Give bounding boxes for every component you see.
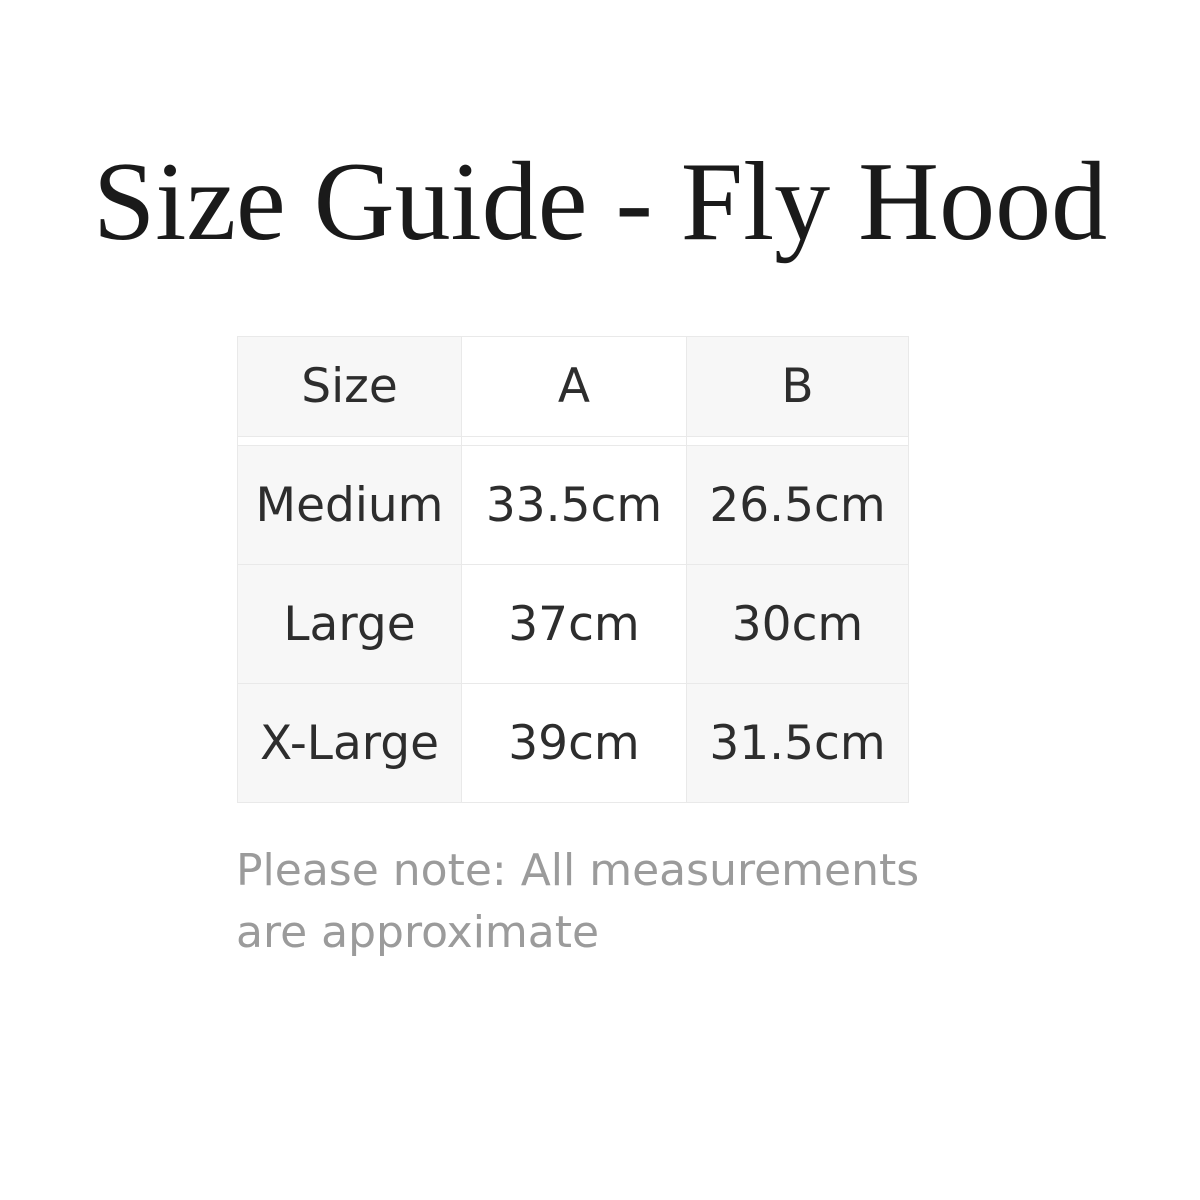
cell-b: 30cm xyxy=(687,565,909,684)
cell-b: 31.5cm xyxy=(687,684,909,803)
cell-a: 39cm xyxy=(462,684,687,803)
table-row-x-large xyxy=(238,684,909,803)
cell-b: 26.5cm xyxy=(687,446,909,565)
column-header-a: A xyxy=(462,337,687,437)
page-title: Size Guide - Fly Hood xyxy=(92,140,1108,264)
header-row xyxy=(238,337,909,437)
cell-a: 33.5cm xyxy=(462,446,687,565)
table-row-large xyxy=(238,565,909,684)
separator-cell xyxy=(462,437,687,446)
size-guide-table xyxy=(237,336,909,803)
cell-a: 37cm xyxy=(462,565,687,684)
column-header-b: B xyxy=(687,337,909,437)
column-header-size: Size xyxy=(238,337,462,437)
separator-cell xyxy=(238,437,462,446)
separator-cell xyxy=(687,437,909,446)
table-row-medium xyxy=(238,446,909,565)
cell-size: Large xyxy=(238,565,462,684)
header-separator xyxy=(238,437,909,446)
cell-size: Medium xyxy=(238,446,462,565)
cell-size: X-Large xyxy=(238,684,462,803)
measurement-note: Please note: All measurements are approximate xyxy=(236,845,920,958)
